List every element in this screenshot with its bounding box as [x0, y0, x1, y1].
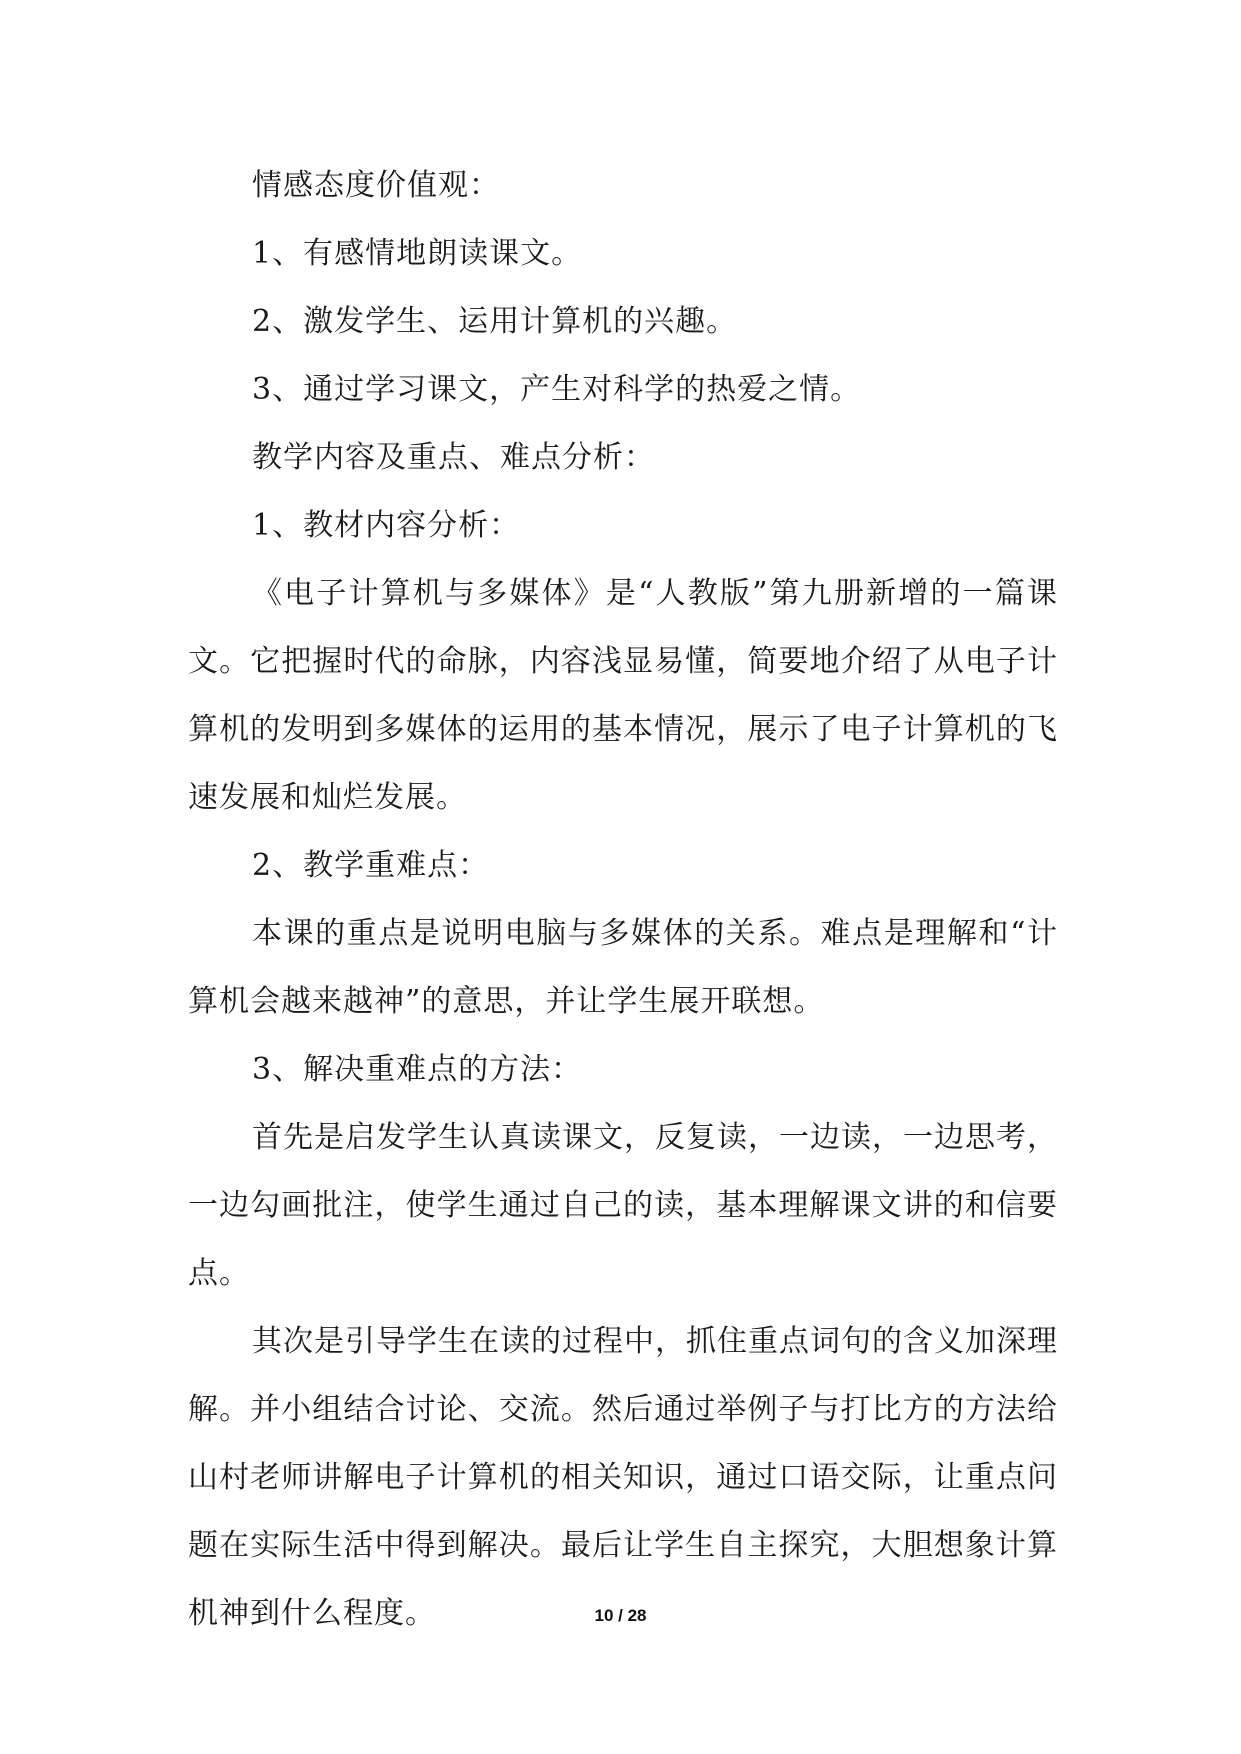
paragraph-material-analysis: 《电子计算机与多媒体》是“人教版”第九册新增的一篇课文。它把握时代的命脉，内容浅显易懂，简要地介绍了从电子计算机的发明到多媒体的运用的基本情况，展示了电子计算机的飞速发展和灿烂发展。 — [188, 576, 1058, 815]
list-item: 1、有感情地朗读课文。 — [252, 236, 583, 271]
section-heading-values: 情感态度价值观： — [252, 168, 500, 203]
list-item: 3、通过学习课文，产生对科学的热爱之情。 — [252, 372, 862, 407]
subheading-key-points: 2、教学重难点： — [252, 848, 490, 883]
paragraph-key-points: 本课的重点是说明电脑与多媒体的关系。难点是理解和“计算机会越来越神”的意思，并让学生展开联想。 — [188, 916, 1058, 1019]
list-item: 2、激发学生、运用计算机的兴趣。 — [252, 304, 738, 339]
subheading-material-analysis: 1、教材内容分析： — [252, 508, 521, 543]
section-heading-analysis: 教学内容及重点、难点分析： — [252, 440, 655, 475]
page-number: 10 / 28 — [594, 1606, 647, 1625]
paragraph-method-second: 其次是引导学生在读的过程中，抓住重点词句的含义加深理解。并小组结合讨论、交流。然后通过举例子与打比方的方法给山村老师讲解电子计算机的相关知识，通过口语交际，让重点问题在实际生活中得到解决。最后让学生自主探究，大胆想象计算机神到什么程度。 — [188, 1324, 1058, 1631]
paragraph-method-first: 首先是启发学生认真读课文，反复读，一边读，一边思考，一边勾画批注，使学生通过自己的读，基本理解课文讲的和信要点。 — [188, 1120, 1058, 1291]
subheading-methods: 3、解决重难点的方法： — [252, 1052, 583, 1087]
document-body — [188, 152, 1058, 1648]
